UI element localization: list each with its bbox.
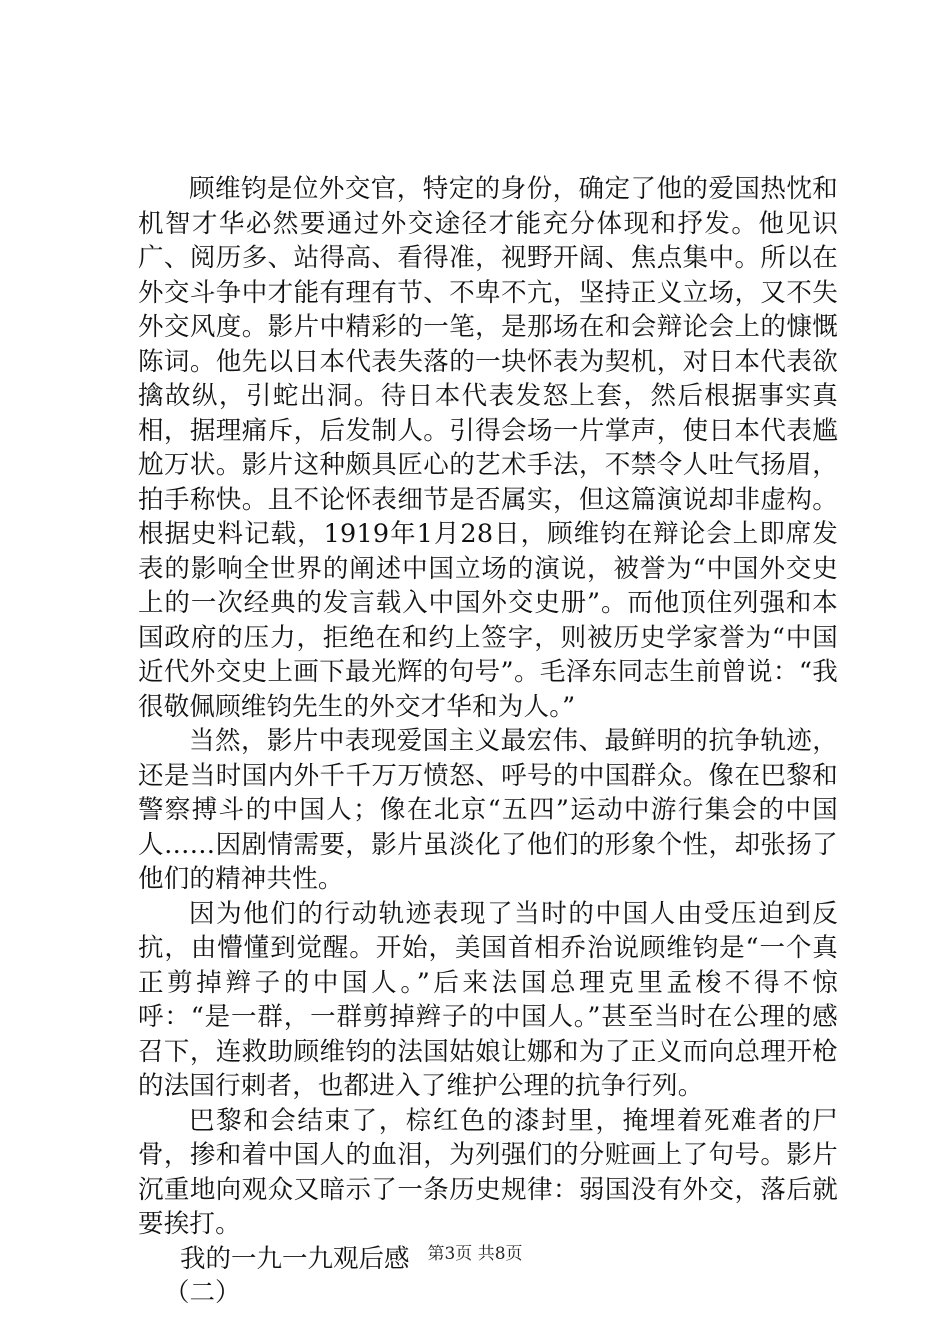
document-body (138, 172, 838, 1311)
paragraph-1: 顾维钧是位外交官，特定的身份，确定了他的爱国热忱和机智才华必然要通过外交途径才能充分体现和抒发。他见识广、阅历多、站得高、看得准，视野开阔、焦点集中。所以在外交斗争中才能有理有节、不卑不亢，坚持正义立场，又不失外交风度。影片中精彩的一笔，是那场在和会辩论会上的慷慨陈词。他先以日本代表失落的一块怀表为契机，对日本代表欲擒故纵，引蛇出洞。待日本代表发怒上套，然后根据事实真相，据理痛斥，后发制人。引得会场一片掌声，使日本代表尴尬万状。影片这种颇具匠心的艺术手法，不禁令人吐气扬眉，拍手称快。且不论怀表细节是否属实，但这篇演说却非虚构。根据史料记载，1919年1月28日，顾维钧在辩论会上即席发表的影响全世界的阐述中国立场的演说，被誉为“中国外交史上的一次经典的发言载入中国外交史册”。而他顶住列强和本国政府的压力，拒绝在和约上签字，则被历史学家誉为“中国近代外交史上画下最光辉的句号”。毛泽东同志生前曾说：“我很敬佩顾维钧先生的外交才华和为人。” (138, 174, 838, 722)
paragraph-2: 当然，影片中表现爱国主义最宏伟、最鲜明的抗争轨迹，还是当时国内外千千万万愤怒、呼号的中国群众。像在巴黎和警察搏斗的中国人；像在北京“五四”运动中游行集会的中国人……因剧情需要，影片虽淡化了他们的形象个性，却张扬了他们的精神共性。 (138, 726, 838, 894)
paragraph-3: 因为他们的行动轨迹表现了当时的中国人由受压迫到反抗，由懵懂到觉醒。开始，美国首相乔治说顾维钧是“一个真正剪掉辫子的中国人。”后来法国总理克里孟梭不得不惊呼：“是一群，一群剪掉辫子的中国人。”甚至当时在公理的感召下，连救助顾维钧的法国姑娘让娜和为了正义而向总理开枪的法国行刺者，也都进入了维护公理的抗争行列。 (138, 898, 838, 1101)
page-number-footer: 第3页 共8页 (427, 1244, 523, 1264)
section-title: 我的一九一九观后感 (180, 1243, 410, 1274)
paragraph-4: 巴黎和会结束了，棕红色的漆封里，掩埋着死难者的尸骨，掺和着中国人的血泪，为列强们的分赃画上了句号。影片沉重地向观众又暗示了一条历史规律：弱国没有外交，落后就要挨打。 (138, 1105, 838, 1239)
section-number: （二） (164, 1278, 241, 1308)
